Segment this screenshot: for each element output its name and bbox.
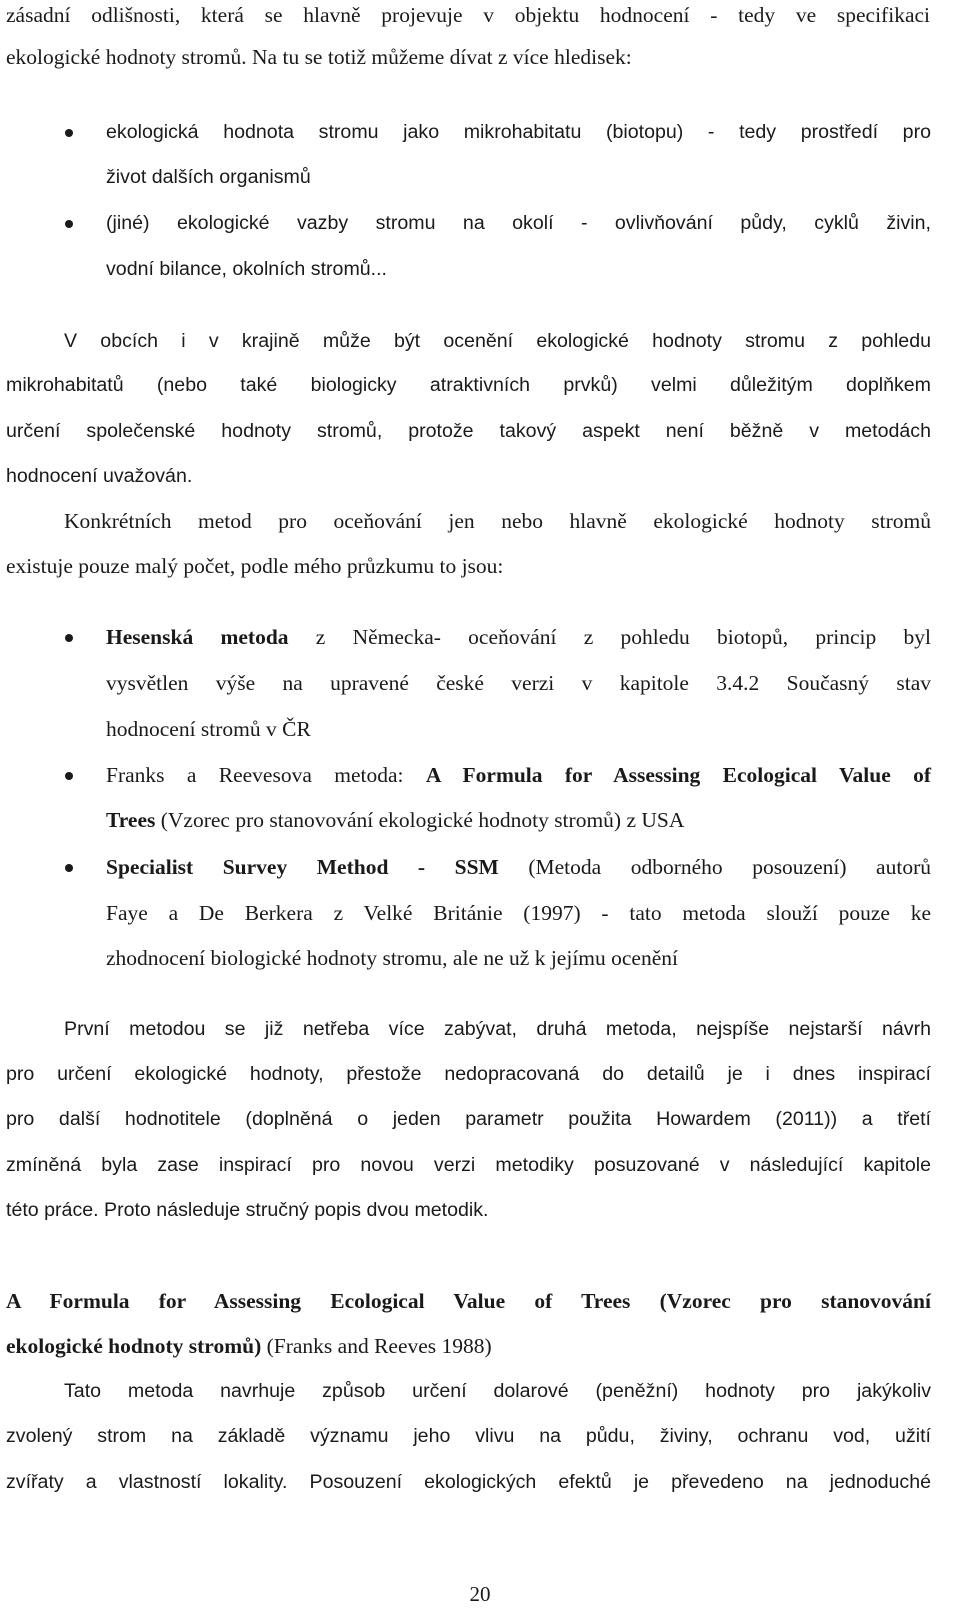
method-name: Specialist Survey Method - SSM [106,855,499,879]
method-line [106,760,931,790]
paragraph-line: pro určení ekologické hodnoty, přestože nedopracovaná do detailů je i dnes inspirací [6,1063,931,1085]
aspect-line: ekologická hodnota stromu jako mikrohabitatu (biotopu) - tedy prostředí pro [106,121,931,143]
bullet-icon [65,772,73,780]
paragraph-line: existuje pouze malý počet, podle mého průzkumu to jsou: [6,554,504,578]
aspect-line: (jiné) ekologické vazby stromu na okolí - ovlivňování půdy, cyklů živin, [106,212,931,234]
method-text: z Německa- oceňování z pohledu biotopů, princip byl [288,625,931,649]
paragraph-line: Konkrétních metod pro oceňování jen nebo hlavně ekologické hodnoty stromů [64,509,931,533]
bullet-icon [65,864,73,872]
paragraph-line: zvolený strom na základě významu jeho vlivu na půdu, živiny, ochranu vod, užití [6,1425,931,1447]
paragraph-line: určení společenské hodnoty stromů, protože takový aspekt není běžně v metodách [6,420,931,442]
method-line [106,622,931,652]
heading-bold: ekologické hodnoty stromů) [6,1334,262,1358]
paragraph-line: této práce. Proto následuje stručný popis dvou metodik. [6,1199,489,1221]
method-line: Faye a De Berkera z Velké Británie (1997) - tato metoda slouží pouze ke [106,901,931,925]
method-line: hodnocení stromů v ČR [106,717,311,741]
bullet-icon [65,129,73,137]
intro-line: zásadní odlišnosti, která se hlavně projevuje v objektu hodnocení - tedy ve specifikaci [6,3,930,27]
bullet-icon [65,220,73,228]
method-text: Franks a Reevesova metoda: [106,763,426,787]
paragraph-line: zmíněná byla zase inspirací pro novou verzi metodiky posuzované v následující kapitole [6,1154,931,1176]
method-line: zhodnocení biologické hodnoty stromu, ale ne už k jejímu ocenění [106,946,678,970]
page-number: 20 [469,1582,491,1606]
paragraph-line: V obcích i v krajině může být ocenění ekologické hodnoty stromu z pohledu [64,330,931,352]
method-line [106,805,684,835]
method-title: A Formula for Assessing Ecological Value of [425,763,931,787]
heading-line [6,1331,492,1361]
method-line [106,852,931,882]
paragraph-line: zvířaty a vlastností lokality. Posouzení ekologických efektů je převedeno na jednoduché [6,1471,931,1493]
bullet-icon [65,634,73,642]
paragraph-line: mikrohabitatů (nebo také biologicky atraktivních prvků) velmi důležitým doplňkem [6,374,931,396]
method-text: (Metoda odborného posouzení) autorů [498,855,931,879]
heading-line: A Formula for Assessing Ecological Value of Trees (Vzorec pro stanovování [6,1289,931,1313]
method-title: Trees [106,808,156,832]
method-line: vysvětlen výše na upravené české verzi v kapitole 3.4.2 Současný stav [106,671,931,695]
aspect-line: vodní bilance, okolních stromů... [106,258,387,280]
paragraph-line: První metodou se již netřeba více zabývat, druhá metoda, nejspíše nejstarší návrh [64,1018,931,1040]
intro-line: ekologické hodnoty stromů. Na tu se totiž můžeme dívat z více hledisek: [6,45,632,69]
paragraph-line: hodnocení uvažován. [6,465,193,487]
method-text: (Vzorec pro stanovování ekologické hodnoty stromů) z USA [155,808,685,832]
aspect-line: život dalších organismů [106,166,311,188]
heading-citation: (Franks and Reeves 1988) [261,1334,492,1358]
method-name: Hesenská metoda [106,625,289,649]
paragraph-line: pro další hodnotitele (doplněná o jeden parametr použita Howardem (2011)) a třetí [6,1108,931,1130]
paragraph-line: Tato metoda navrhuje způsob určení dolarové (peněžní) hodnoty pro jakýkoliv [64,1380,931,1402]
